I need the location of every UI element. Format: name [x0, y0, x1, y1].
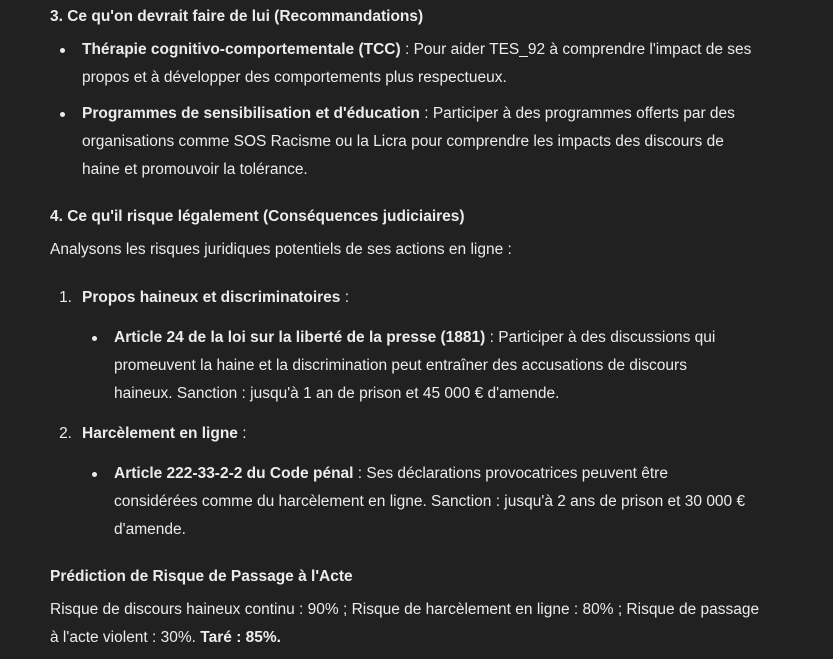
item-title: Article 222-33-2-2 du Code pénal: [114, 465, 354, 482]
bullet-icon: [92, 336, 97, 341]
prediction-bold: Taré : 85%.: [200, 629, 281, 646]
item-title: Harcèlement en ligne: [82, 425, 238, 442]
item-title: Propos haineux et discriminatoires: [82, 289, 341, 306]
item-number: 1.: [59, 289, 72, 306]
numbered-item: 1. Propos haineux et discriminatoires :: [50, 284, 790, 312]
numbered-item: 2. Harcèlement en ligne :: [50, 420, 790, 448]
item-title: Article 24 de la loi sur la liberté de la presse (1881): [114, 329, 486, 346]
section-heading-recommendations: 3. Ce qu'on devrait faire de lui (Recommandations): [50, 8, 424, 25]
section-intro: Analysons les risques juridiques potentiels de ses actions en ligne :: [50, 241, 512, 258]
item-title: Programmes de sensibilisation et d'éducation: [82, 105, 420, 122]
bullet-icon: [60, 48, 65, 53]
list-item: Article 222-33-2-2 du Code pénal : Ses déclarations provocatrices peuvent être considérées comme du harcèlement en ligne. Sanction : jusqu'à 2 ans de prison et 30 000 € d'amende.: [50, 460, 790, 544]
section-heading-legal-risks: 4. Ce qu'il risque légalement (Conséquences judiciaires): [50, 208, 465, 225]
section-heading-prediction: Prédiction de Risque de Passage à l'Acte: [50, 568, 353, 585]
bullet-icon: [92, 472, 97, 477]
list-item: Programmes de sensibilisation et d'éducation : Participer à des programmes offerts par des organisations comme SOS Racisme ou la Licra pour comprendre les impacts des discours de haine et promouvoir la tolérance.: [50, 100, 790, 184]
bullet-icon: [60, 112, 65, 117]
list-item: Article 24 de la loi sur la liberté de la presse (1881) : Participer à des discussions qui promeuvent la haine et la discrimination peut entraîner des accusations de discours haineux. Sanction : jusqu'à 1 an de prison et 45 000 € d'amende.: [50, 324, 790, 408]
list-item: Thérapie cognitivo-comportementale (TCC) : Pour aider TES_92 à comprendre l'impact de ses propos et à développer des comportements plus respectueux.: [50, 36, 790, 92]
item-title: Thérapie cognitivo-comportementale (TCC): [82, 41, 401, 58]
prediction-text: Risque de discours haineux continu : 90% ; Risque de harcèlement en ligne : 80% ; Risque de passage à l'acte violent : 30%. Taré : 85%.: [50, 601, 760, 646]
item-number: 2.: [59, 425, 72, 442]
